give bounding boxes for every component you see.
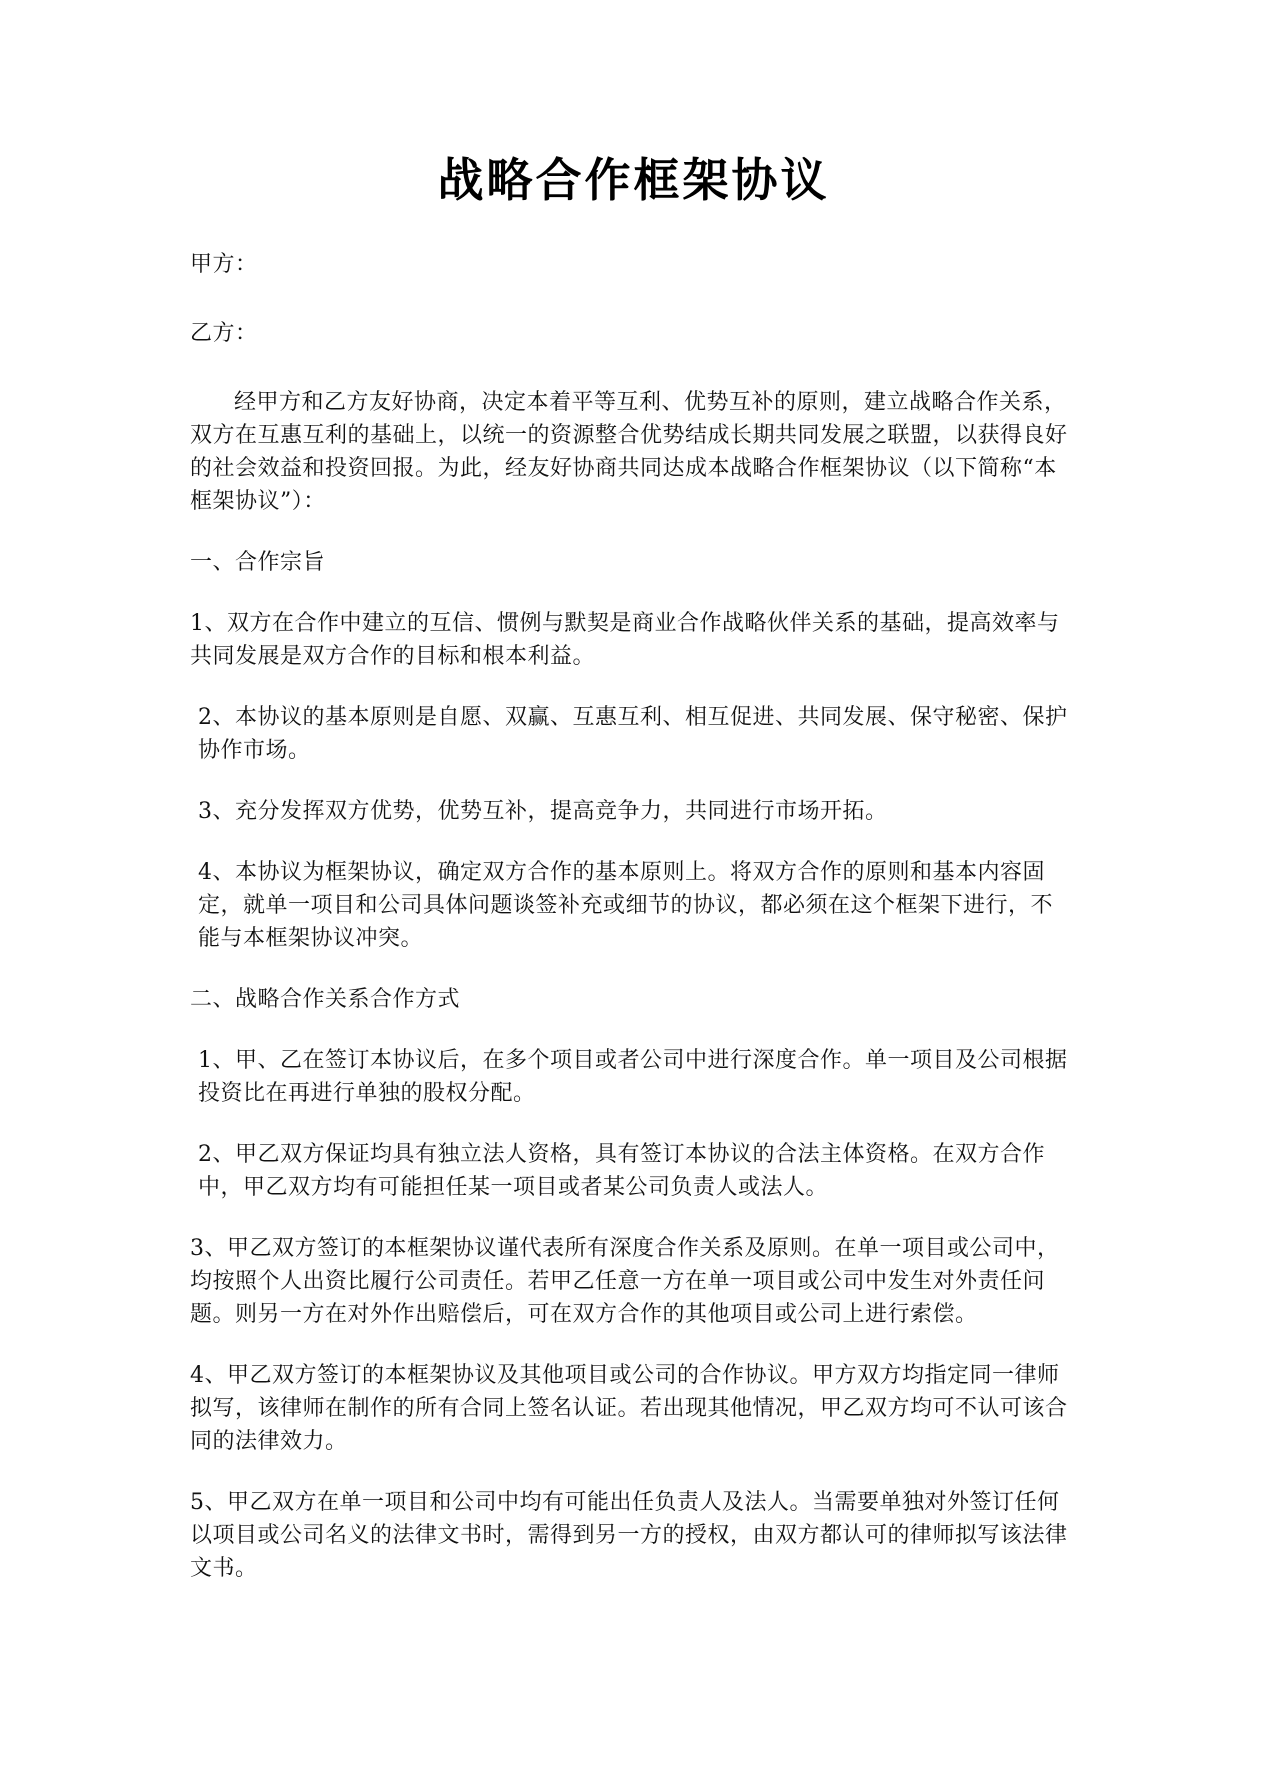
section-heading-purpose: 一、合作宗旨 [190, 550, 326, 575]
clause-paragraph: 1、甲、乙在签订本协议后，在多个项目或者公司中进行深度合作。单一项目及公司根据投资比在再进行单独的股权分配。 [198, 1048, 1068, 1106]
document-title: 战略合作框架协议 [437, 153, 830, 207]
clause-paragraph: 3、充分发挥双方优势，优势互补，提高竞争力，共同进行市场开拓。 [198, 799, 888, 824]
party-b-label: 乙方： [190, 321, 258, 346]
party-a-label: 甲方： [190, 252, 258, 277]
clause-paragraph: 2、甲乙双方保证均具有独立法人资格，具有签订本协议的合法主体资格。在双方合作中，甲乙双方均有可能担任某一项目或者某公司负责人或法人。 [198, 1142, 1045, 1200]
intro-paragraph: 经甲方和乙方友好协商，决定本着平等互利、优势互补的原则，建立战略合作关系，双方在互惠互利的基础上，以统一的资源整合优势结成长期共同发展之联盟，以获得良好的社会效益和投资回报。为此，经友好协商共同达成本战略合作框架协议（以下简称“本框架协议”）： [190, 390, 1068, 514]
clause-paragraph: 4、甲乙双方签订的本框架协议及其他项目或公司的合作协议。甲方双方均指定同一律师拟写，该律师在制作的所有合同上签名认证。若出现其他情况，甲乙双方均可不认可该合同的法律效力。 [190, 1363, 1068, 1454]
section-heading-cooperation-method: 二、战略合作关系合作方式 [190, 987, 461, 1012]
clause-paragraph: 2、本协议的基本原则是自愿、双赢、互惠互利、相互促进、共同发展、保守秘密、保护协作市场。 [198, 705, 1068, 763]
clause-paragraph: 5、甲乙双方在单一项目和公司中均有可能出任负责人及法人。当需要单独对外签订任何以项目或公司名义的法律文书时，需得到另一方的授权，由双方都认可的律师拟写该法律文书。 [190, 1490, 1068, 1581]
clause-paragraph: 4、本协议为框架协议，确定双方合作的基本原则上。将双方合作的原则和基本内容固定，就单一项目和公司具体问题谈签补充或细节的协议，都必须在这个框架下进行，不能与本框架协议冲突。 [198, 860, 1054, 951]
clause-paragraph: 3、甲乙双方签订的本框架协议谨代表所有深度合作关系及原则。在单一项目或公司中，均按照个人出资比履行公司责任。若甲乙任意一方在单一项目或公司中发生对外责任问题。则另一方在对外作出赔偿后，可在双方合作的其他项目或公司上进行索偿。 [190, 1236, 1060, 1327]
document-body [190, 248, 1070, 1613]
clause-paragraph: 1、双方在合作中建立的互信、惯例与默契是商业合作战略伙伴关系的基础，提高效率与共同发展是双方合作的目标和根本利益。 [190, 611, 1060, 669]
